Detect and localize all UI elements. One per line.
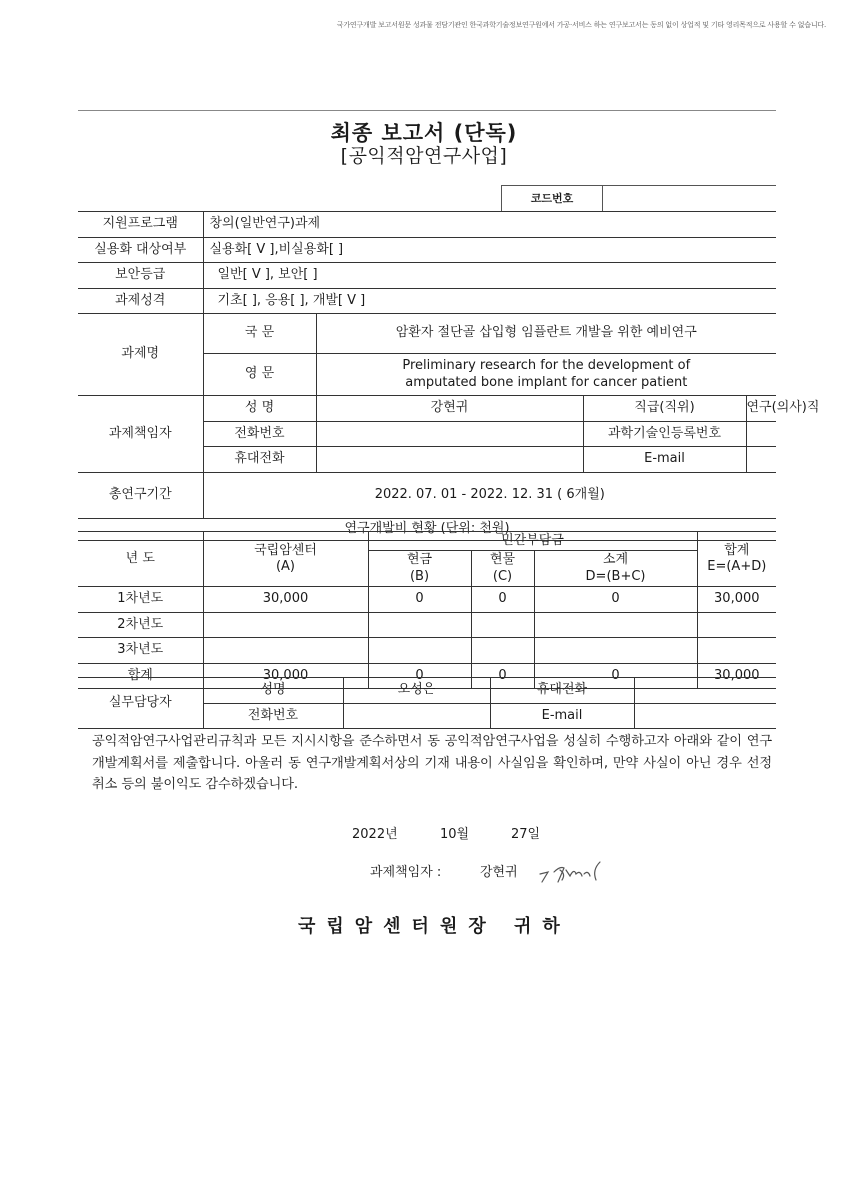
ncc-header-sub: (A) bbox=[275, 559, 296, 574]
pi-phone-value bbox=[316, 421, 583, 447]
year-cell: 2차년도 bbox=[78, 612, 203, 638]
total-header-label: 합계 bbox=[724, 542, 750, 558]
report-form-table bbox=[78, 211, 820, 541]
staff-phone-label: 전화번호 bbox=[203, 703, 343, 729]
code-number-table bbox=[501, 185, 776, 212]
total-cell: 30,000 bbox=[697, 587, 776, 613]
program-row bbox=[78, 212, 776, 238]
project-name-label: 과제명 bbox=[78, 314, 203, 396]
english-label: 영 문 bbox=[203, 354, 316, 396]
period-label: 총연구기간 bbox=[78, 472, 203, 518]
pi-name-value: 강현귀 bbox=[316, 396, 583, 422]
cash-cell: 0 bbox=[368, 587, 471, 613]
ncc-header bbox=[203, 532, 368, 587]
pi-email-value bbox=[746, 447, 776, 473]
subtotal-cell: 0 bbox=[534, 663, 697, 689]
staff-table bbox=[78, 677, 776, 729]
year-cell: 1차년도 bbox=[78, 587, 203, 613]
korean-label: 국 문 bbox=[203, 314, 316, 354]
pi-position-value: 연구(의사)직 bbox=[746, 396, 776, 422]
subtotal-cell bbox=[534, 638, 697, 664]
cash-header-label: 현금 bbox=[406, 552, 433, 568]
copyright-notice: 국가연구개발 보고서원문 성과물 전담기관인 한국과학기술정보연구원에서 가공·서비스 하는 연구보고서는 동의 없이 상업적 및 기타 영리목적으로 사용할 수 없습니다. bbox=[336, 21, 826, 29]
year-cell: 3차년도 bbox=[78, 638, 203, 664]
total-header-sub: E=(A+D) bbox=[707, 559, 767, 574]
budget-row bbox=[78, 638, 776, 664]
staff-mobile-value bbox=[634, 678, 776, 704]
code-number-label: 코드번호 bbox=[502, 186, 603, 212]
nature-row bbox=[78, 288, 776, 314]
pi-position-label: 직급(직위) bbox=[583, 396, 746, 422]
subtotal-header-label: 소계 bbox=[602, 552, 629, 568]
cash-cell bbox=[368, 612, 471, 638]
code-number-value bbox=[603, 186, 777, 212]
inkind-header-label: 현물 bbox=[489, 552, 516, 568]
ncc-cell bbox=[203, 638, 368, 664]
english-title-line-1: Preliminary research for the development of bbox=[402, 358, 691, 374]
year-cell: 합계 bbox=[78, 663, 203, 689]
inkind-cell bbox=[471, 638, 534, 664]
inkind-cell: 0 bbox=[471, 587, 534, 613]
budget-header-row-1 bbox=[78, 532, 776, 551]
period-value: 2022. 07. 01 - 2022. 12. 31 ( 6개월) bbox=[203, 472, 776, 518]
budget-row bbox=[78, 587, 776, 613]
commercialization-value: 실용화[ V ],비실용화[ ] bbox=[203, 237, 776, 263]
subtotal-header bbox=[534, 551, 697, 587]
budget-table bbox=[78, 531, 776, 689]
signer-label: 과제책임자 : bbox=[370, 865, 442, 880]
private-header: 민간부담금 bbox=[368, 532, 697, 551]
staff-name-value: 오성은 bbox=[343, 678, 490, 704]
staff-label: 실무담당자 bbox=[78, 678, 203, 729]
pledge-paragraph: 공익적암연구사업관리규칙과 모든 지시시항을 준수하면서 동 공익적암연구사업을 성실히 수행하고자 아래와 같이 연구개발계획서를 제출합니다. 아울러 동 연구개발계획서상의 기재 내용이 사실임을 확인하며, 만약 사실이 아닌 경우 선정 취소 등의 불이익도 감수하겠습니다. bbox=[92, 734, 772, 792]
security-label: 보안등급 bbox=[78, 263, 203, 289]
inkind-header-sub: (C) bbox=[492, 568, 513, 584]
cash-cell: 0 bbox=[368, 663, 471, 689]
document-subtitle: [공익적암연구사업] bbox=[340, 145, 508, 167]
signer-name: 강현귀 bbox=[480, 865, 518, 880]
staff-mobile-label: 휴대전화 bbox=[490, 678, 634, 704]
english-title bbox=[316, 354, 776, 396]
subtotal-cell bbox=[534, 612, 697, 638]
inkind-header bbox=[471, 551, 534, 587]
cash-header bbox=[368, 551, 471, 587]
program-label: 지원프로그램 bbox=[78, 212, 203, 238]
subtotal-cell: 0 bbox=[534, 587, 697, 613]
pi-name-label: 성 명 bbox=[203, 396, 316, 422]
signature-icon bbox=[536, 852, 616, 888]
pi-email-label: E-mail bbox=[583, 447, 746, 473]
ncc-header-label: 국립암센터 bbox=[254, 542, 317, 558]
total-cell bbox=[697, 612, 776, 638]
pi-name-row bbox=[78, 396, 776, 422]
subtotal-header-sub: D=(B+C) bbox=[585, 568, 646, 584]
ncc-cell: 30,000 bbox=[203, 587, 368, 613]
staff-name-label: 성명 bbox=[203, 678, 343, 704]
cash-cell bbox=[368, 638, 471, 664]
cash-header-sub: (B) bbox=[409, 568, 430, 584]
commercialization-row bbox=[78, 237, 776, 263]
commercialization-label: 실용화 대상여부 bbox=[78, 237, 203, 263]
year-header: 년 도 bbox=[78, 532, 203, 587]
project-name-korean-row bbox=[78, 314, 776, 354]
security-value: 일반[ V ], 보안[ ] bbox=[203, 263, 776, 289]
program-value: 창의(일반연구)과제 bbox=[203, 212, 776, 238]
security-row bbox=[78, 263, 776, 289]
nature-label: 과제성격 bbox=[78, 288, 203, 314]
date-month: 10월 bbox=[440, 827, 470, 842]
staff-email-label: E-mail bbox=[490, 703, 634, 729]
date-day: 27일 bbox=[511, 827, 541, 842]
period-row bbox=[78, 472, 776, 518]
pi-label: 과제책임자 bbox=[78, 396, 203, 473]
budget-row bbox=[78, 612, 776, 638]
total-cell bbox=[697, 638, 776, 664]
english-title-line-2: amputated bone implant for cancer patient bbox=[405, 374, 688, 390]
inkind-cell bbox=[471, 612, 534, 638]
korean-title: 암환자 절단골 삽입형 임플란트 개발을 위한 예비연구 bbox=[316, 314, 776, 354]
budget-caption: 연구개발비 현황 (단위: 천원) bbox=[78, 518, 776, 540]
top-divider bbox=[78, 110, 776, 111]
pi-registration-label: 과학기술인등록번호 bbox=[583, 421, 746, 447]
staff-row-1 bbox=[78, 678, 776, 704]
pi-registration-value bbox=[746, 421, 776, 447]
pi-phone-label: 전화번호 bbox=[203, 421, 316, 447]
staff-phone-value bbox=[343, 703, 490, 729]
total-header bbox=[697, 532, 776, 587]
ncc-cell bbox=[203, 612, 368, 638]
nature-value: 기초[ ], 응용[ ], 개발[ V ] bbox=[203, 288, 776, 314]
inkind-cell: 0 bbox=[471, 663, 534, 689]
addressee: 국립암센터원장 귀하 bbox=[298, 916, 571, 937]
total-cell: 30,000 bbox=[697, 663, 776, 689]
ncc-cell: 30,000 bbox=[203, 663, 368, 689]
pi-mobile-value bbox=[316, 447, 583, 473]
document-title: 최종 보고서 (단독) bbox=[330, 121, 518, 145]
pi-mobile-label: 휴대전화 bbox=[203, 447, 316, 473]
date-year: 2022년 bbox=[352, 827, 398, 842]
staff-email-value bbox=[634, 703, 776, 729]
